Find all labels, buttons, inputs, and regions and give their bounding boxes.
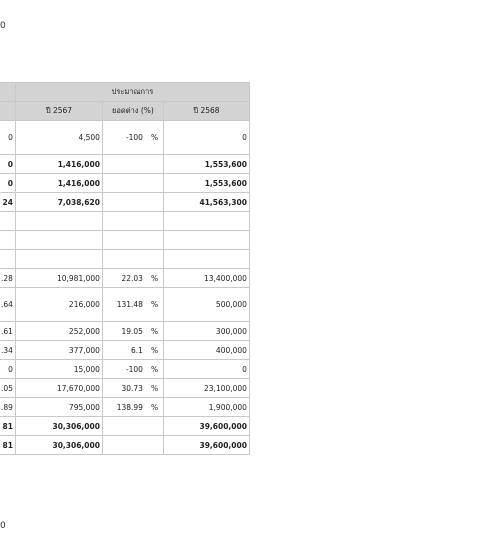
value-2568: 23,100,000 (163, 379, 249, 398)
value-2567: 1,416,000 (15, 155, 102, 174)
value-2567: 4,500 (15, 121, 102, 155)
value-2568: 300,000 (163, 322, 249, 341)
diff-percent: 131.48 (116, 300, 143, 309)
column-header-diff: ยอดต่าง (%) (102, 102, 163, 121)
group-header: ประมาณการ (15, 83, 249, 102)
diff-cell (102, 212, 163, 231)
diff-cell (102, 379, 163, 398)
row-left-value: 0 (0, 174, 15, 193)
bottom-left-value: 0 (0, 521, 6, 531)
value-2568: 39,600,000 (163, 436, 249, 455)
value-2567: 30,306,000 (15, 436, 102, 455)
row-left-value: .89 (0, 398, 15, 417)
row-left-value: 0 (0, 155, 15, 174)
percent-unit: % (150, 273, 159, 283)
row-left-value (0, 231, 15, 250)
table-row (0, 398, 249, 417)
value-2567: 7,038,620 (15, 193, 102, 212)
value-2567 (15, 212, 102, 231)
table-row (0, 269, 249, 288)
table-row (0, 322, 249, 341)
diff-percent: 138.99 (116, 402, 143, 412)
header-left-stub (0, 102, 15, 121)
group-header-row (0, 83, 249, 102)
value-2568: 500,000 (163, 288, 249, 322)
diff-cell (102, 121, 163, 155)
diff-percent: 19.05 (121, 326, 143, 336)
diff-percent: -100 (125, 364, 143, 374)
percent-unit: % (150, 383, 159, 393)
diff-cell (102, 436, 163, 455)
table-body (0, 121, 249, 455)
value-2567 (15, 231, 102, 250)
row-left-value: 81 (0, 417, 15, 436)
value-2568: 41,563,300 (163, 193, 249, 212)
diff-cell (102, 288, 163, 322)
value-2568 (163, 212, 249, 231)
diff-cell (102, 231, 163, 250)
value-2567: 252,000 (15, 322, 102, 341)
value-2568: 13,400,000 (163, 269, 249, 288)
row-left-value: 0 (0, 360, 15, 379)
row-left-value: 0 (0, 121, 15, 155)
diff-percent: 30.73 (121, 383, 143, 393)
diff-percent: -100 (125, 133, 143, 142)
value-2567: 1,416,000 (15, 174, 102, 193)
value-2567: 10,981,000 (15, 269, 102, 288)
value-2568 (163, 231, 249, 250)
diff-percent: 22.03 (121, 273, 143, 283)
value-2567 (15, 250, 102, 269)
value-2568: 0 (163, 360, 249, 379)
diff-cell (102, 417, 163, 436)
value-2568: 1,553,600 (163, 174, 249, 193)
budget-table (0, 82, 250, 455)
diff-cell (102, 360, 163, 379)
percent-unit: % (150, 300, 159, 309)
row-left-value (0, 250, 15, 269)
table-row (0, 193, 249, 212)
row-left-value: .05 (0, 379, 15, 398)
diff-cell (102, 269, 163, 288)
value-2567: 795,000 (15, 398, 102, 417)
diff-cell (102, 322, 163, 341)
table-row (0, 288, 249, 322)
value-2568: 39,600,000 (163, 417, 249, 436)
diff-cell (102, 193, 163, 212)
table-row (0, 379, 249, 398)
value-2567: 377,000 (15, 341, 102, 360)
row-left-value: 24 (0, 193, 15, 212)
header-left-stub (0, 83, 15, 102)
row-left-value: .34 (0, 341, 15, 360)
table-row (0, 417, 249, 436)
diff-cell (102, 341, 163, 360)
row-left-value: .64 (0, 288, 15, 322)
diff-cell (102, 250, 163, 269)
table-row (0, 174, 249, 193)
table-row (0, 250, 249, 269)
percent-unit: % (150, 133, 159, 142)
row-left-value: .61 (0, 322, 15, 341)
row-left-value: .28 (0, 269, 15, 288)
table-row (0, 360, 249, 379)
value-2568: 0 (163, 121, 249, 155)
value-2568: 1,553,600 (163, 155, 249, 174)
value-2567: 15,000 (15, 360, 102, 379)
value-2567: 216,000 (15, 288, 102, 322)
diff-cell (102, 155, 163, 174)
column-header-2567: ปี 2567 (15, 102, 102, 121)
row-left-value (0, 212, 15, 231)
top-left-value: 0 (0, 21, 6, 31)
table-row (0, 212, 249, 231)
percent-unit: % (150, 326, 159, 336)
table-row (0, 436, 249, 455)
value-2568: 400,000 (163, 341, 249, 360)
percent-unit: % (150, 364, 159, 374)
table-row (0, 155, 249, 174)
percent-unit: % (150, 345, 159, 355)
percent-unit: % (150, 402, 159, 412)
diff-percent: 6.1 (131, 345, 143, 355)
row-left-value: 81 (0, 436, 15, 455)
value-2567: 17,670,000 (15, 379, 102, 398)
column-header-2568: ปี 2568 (163, 102, 249, 121)
value-2567: 30,306,000 (15, 417, 102, 436)
table-row (0, 121, 249, 155)
value-2568: 1,900,000 (163, 398, 249, 417)
column-header-row (0, 102, 249, 121)
table-row (0, 231, 249, 250)
diff-cell (102, 398, 163, 417)
diff-cell (102, 174, 163, 193)
table-row (0, 341, 249, 360)
value-2568 (163, 250, 249, 269)
